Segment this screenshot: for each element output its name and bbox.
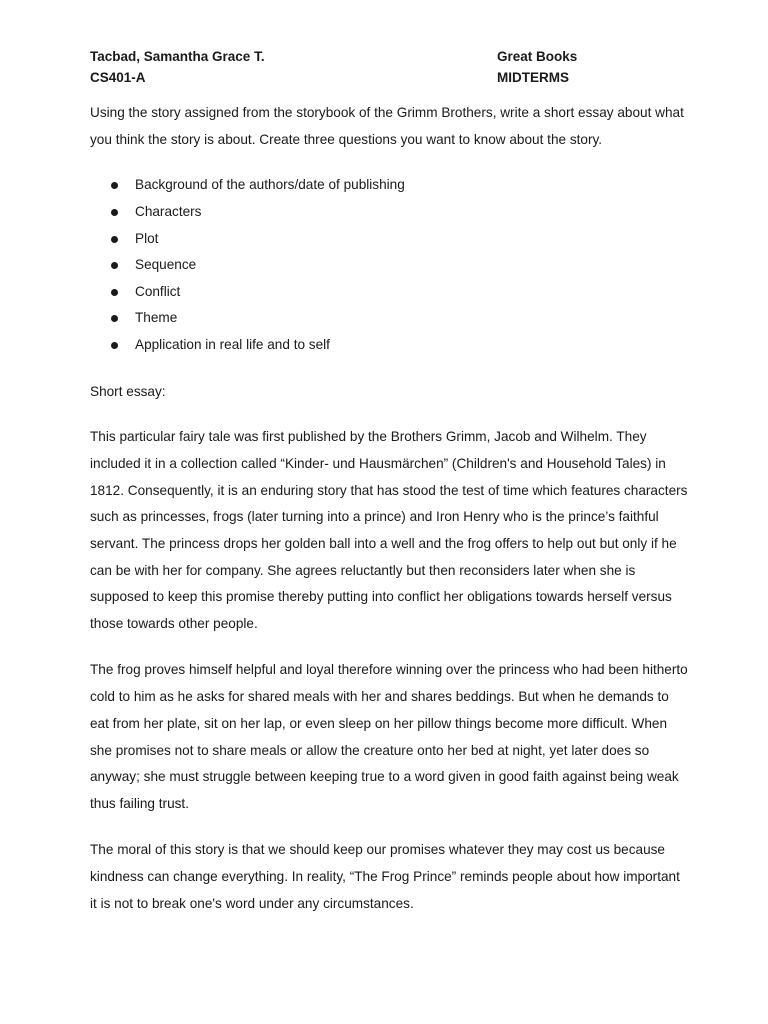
essay-paragraph-1: This particular fairy tale was first published by the Brothers Grimm, Jacob and Wilhelm. They included it in a collection called “Kinder- und Hausmärchen” (Children's and Household Tales) in 1812. Consequently, it is an enduring story that has stood the test of time which features characters such as princesses, frogs (later turning into a prince) and Iron Henry who is the prince’s faithful servant. The princess drops her golden ball into a well and the frog offers to help out but only if he can be with her for company. She agrees reluctantly but then reconsiders later when she is supposed to keep this promise thereby putting into conflict her obligations towards herself versus those towards other people.	[90, 429, 688, 632]
list-item	[90, 279, 690, 306]
exam-label: MIDTERMS	[497, 70, 569, 85]
student-name: Tacbad, Samantha Grace T.	[90, 49, 265, 64]
list-item	[90, 252, 690, 279]
list-item-text: Conflict	[135, 283, 181, 299]
bullet-icon	[111, 262, 118, 269]
essay-label: Short essay:	[90, 383, 166, 399]
bullet-icon	[111, 182, 118, 189]
essay-paragraph-3: The moral of this story is that we should keep our promises whatever they may cost us because kindness can change everything. In reality, “The Frog Prince” reminds people about how important it is not to break one's word under any circumstances.	[90, 842, 680, 911]
list-item-text: Application in real life and to self	[135, 336, 330, 352]
bullet-icon	[111, 342, 118, 349]
list-item	[90, 172, 690, 199]
document-header	[90, 46, 690, 92]
bullet-icon	[111, 209, 118, 216]
list-item-text: Plot	[135, 230, 159, 246]
topics-list	[90, 172, 690, 358]
list-item-text: Characters	[135, 204, 202, 219]
list-item-text: Sequence	[135, 257, 197, 273]
document-body	[90, 100, 690, 937]
list-item	[90, 305, 690, 332]
bullet-icon	[111, 289, 118, 296]
essay-paragraph-2: The frog proves himself helpful and loyal therefore winning over the princess who had been hitherto cold to him as he asks for shared meals with her and shares beddings. But when he demands to eat from her plate, sit on her lap, or even sleep on her pillow things become more difficult. When she promises not to share meals or allow the creature onto her bed at night, yet later does so anyway; she must struggle between keeping true to a word given in good faith against being weak thus failing trust.	[90, 662, 688, 811]
list-item-text: Theme	[135, 310, 178, 326]
instructions-text: Using the story assigned from the storybook of the Grimm Brothers, write a short essay about what you think the story is about. Create three questions you want to know about the story.	[90, 105, 684, 147]
course-title: Great Books	[497, 49, 578, 64]
bullet-icon	[111, 236, 118, 243]
list-item	[90, 199, 690, 226]
list-item	[90, 226, 690, 253]
section-code: CS401-A	[90, 70, 146, 85]
list-item-text: Background of the authors/date of publishing	[135, 177, 405, 193]
list-item	[90, 332, 690, 359]
bullet-icon	[111, 315, 118, 322]
